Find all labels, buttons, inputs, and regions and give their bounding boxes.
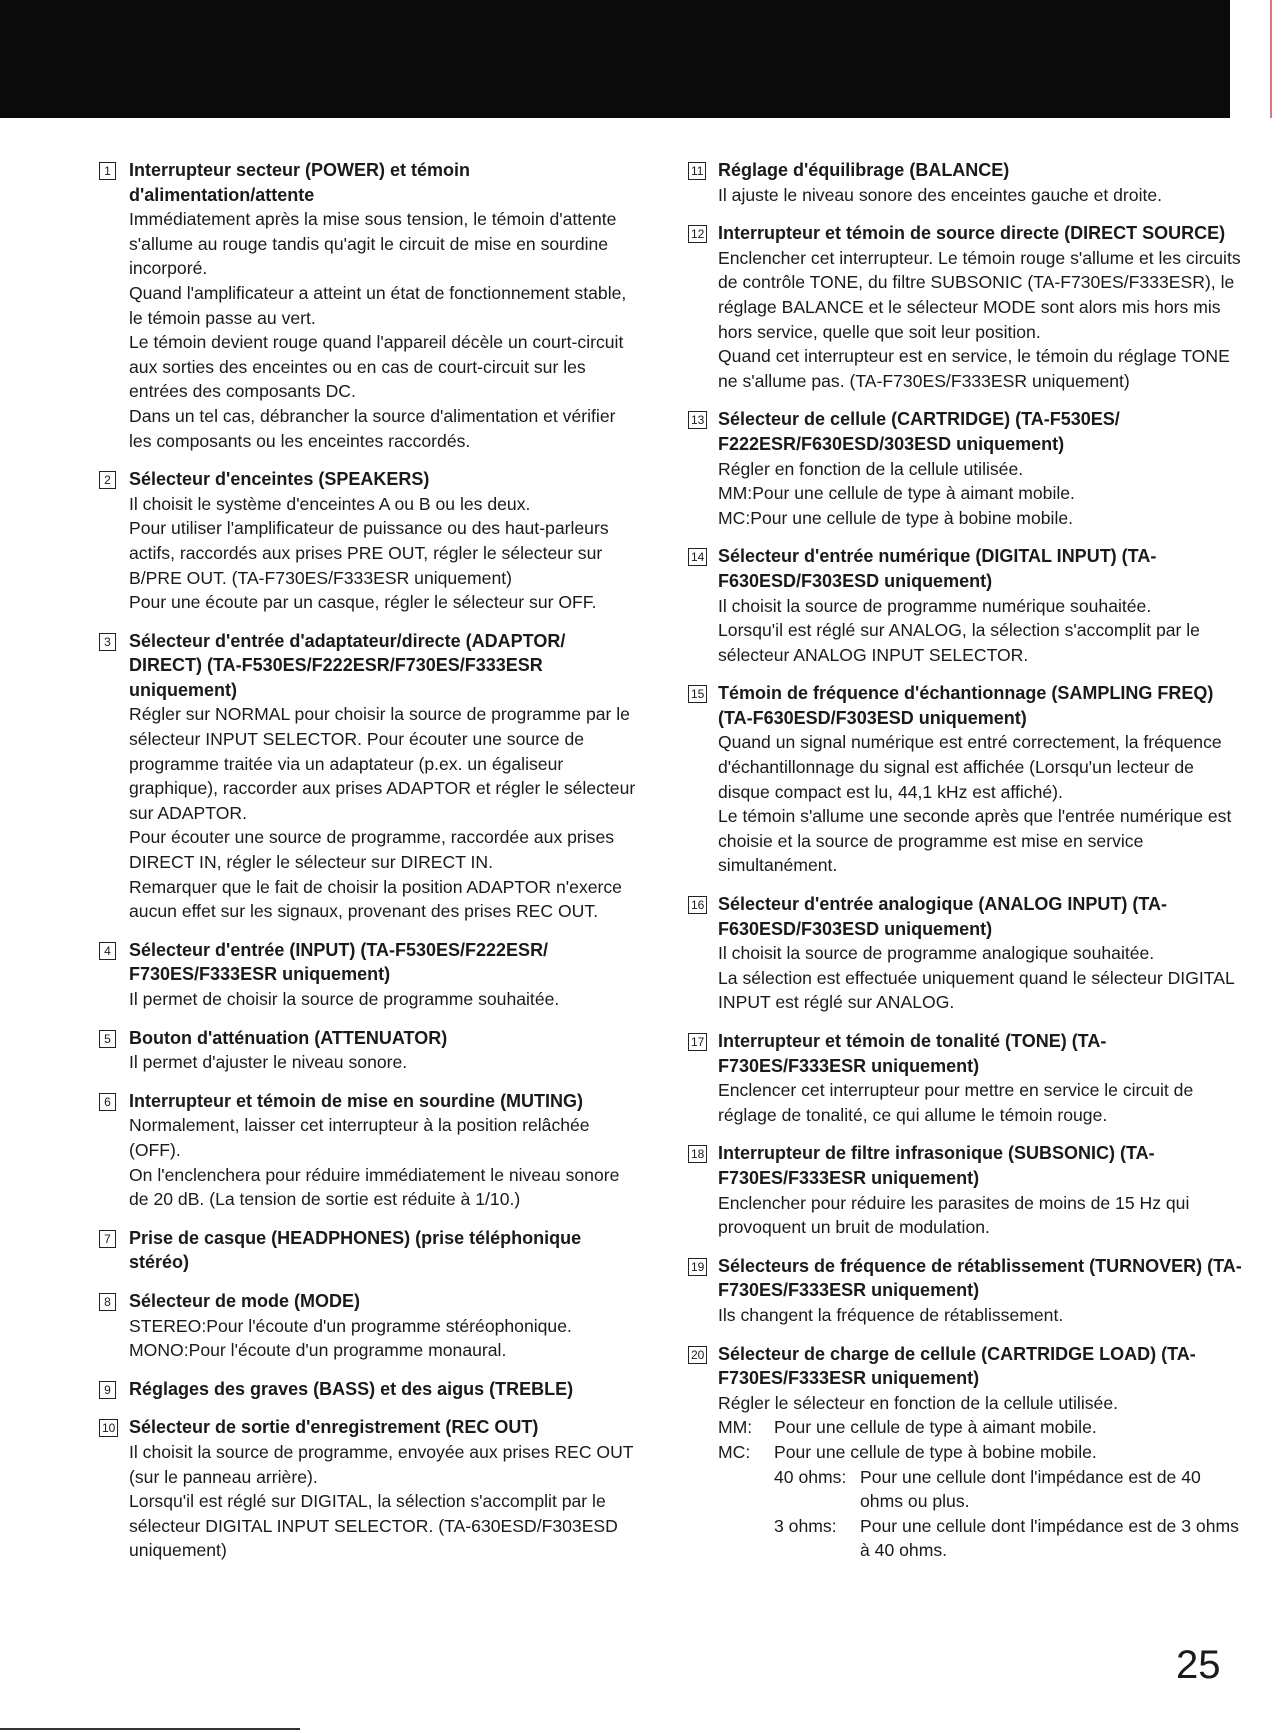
right-column bbox=[688, 158, 1248, 1577]
item-title: Sélecteur d'entrée (INPUT) (TA-F530ES/F222ESR/ F730ES/F333ESR uniquement) bbox=[129, 939, 549, 985]
item-paragraph: Enclencher pour réduire les parasites de moins de 15 Hz qui provoquent un bruit de modulation. bbox=[718, 1192, 1190, 1238]
cartridge-load-list bbox=[718, 1415, 1248, 1563]
item-number-badge: 17 bbox=[688, 1033, 707, 1051]
item-number-badge: 20 bbox=[688, 1346, 707, 1364]
item-title: Sélecteur d'entrée d'adaptateur/directe (ADAPTOR/ DIRECT) (TA-F530ES/F222ESR/F730ES/F333ESR uniquement) bbox=[129, 630, 566, 700]
item-number-badge: 18 bbox=[688, 1145, 707, 1163]
item-title: Sélecteur d'entrée analogique (ANALOG INPUT) (TA-F630ESD/F303ESD uniquement) bbox=[718, 894, 1167, 939]
item-5 bbox=[99, 1026, 639, 1075]
item-number-badge: 4 bbox=[99, 942, 116, 960]
item-8 bbox=[99, 1289, 639, 1363]
bottom-rule bbox=[0, 1728, 300, 1730]
item-title: Témoin de fréquence d'échantionnage (SAMPLING FREQ) (TA-F630ESD/F303ESD uniquement) bbox=[718, 683, 1214, 728]
mc-3ohm-row bbox=[718, 1514, 1248, 1563]
item-number-badge: 3 bbox=[99, 633, 116, 651]
item-paragraph: Quand l'amplificateur a atteint un état de fonctionnement stable, le témoin passe au vert. bbox=[129, 282, 627, 328]
item-paragraph: Il choisit la source de programme, envoyée aux prises REC OUT (sur le panneau arrière). bbox=[129, 1441, 634, 1487]
item-paragraph: Il permet de choisir la source de programme souhaitée. bbox=[129, 989, 560, 1009]
page-number: 25 bbox=[1176, 1643, 1221, 1687]
top-black-band bbox=[0, 0, 1230, 118]
item-paragraph: Lorsqu'il est réglé sur DIGITAL, la sélection s'accomplit par le sélecteur DIGITAL INPUT SELECTOR. (TA-630ESD/F303ESD uniquement) bbox=[129, 1491, 618, 1561]
item-paragraph: On l'enclenchera pour réduire immédiatement le niveau sonore de 20 dB. (La tension de sortie est réduite à 1/10.) bbox=[129, 1164, 620, 1210]
item-title: Sélecteur de sortie d'enregistrement (REC OUT) bbox=[129, 1417, 539, 1438]
item-title: Sélecteur de cellule (CARTRIDGE) (TA-F530ES/ F222ESR/F630ESD/303ESD uniquement) bbox=[718, 409, 1120, 454]
item-paragraph: Immédiatement après la mise sous tension, le témoin d'attente s'allume au rouge tandis qu'agit le circuit de mise en sourdine incorporé. bbox=[129, 209, 617, 279]
item-15 bbox=[688, 681, 1248, 878]
item-paragraph: Il permet d'ajuster le niveau sonore. bbox=[129, 1052, 408, 1073]
item-number-badge: 15 bbox=[688, 685, 707, 703]
item-paragraph: Pour écouter une source de programme, raccordée aux prises DIRECT IN, régler le sélecteur sur DIRECT IN. bbox=[129, 827, 615, 873]
item-paragraph: MONO:Pour l'écoute d'un programme monaural. bbox=[129, 1340, 507, 1361]
item-12 bbox=[688, 221, 1248, 393]
item-13 bbox=[688, 407, 1248, 530]
item-paragraph: MC:Pour une cellule de type à bobine mobile. bbox=[718, 507, 1074, 528]
item-number-badge: 12 bbox=[688, 225, 707, 243]
item-number-badge: 10 bbox=[99, 1419, 118, 1437]
ohm-term: 3 ohms: bbox=[774, 1515, 837, 1536]
item-paragraph: Enclencher cet interrupteur. Le témoin rouge s'allume et les circuits de contrôle TONE, du filtre SUBSONIC (TA-F730ES/F333ESR), le réglage BALANCE et le sélecteur MODE sont alors mis hors mis hors service, quelle que soit leur position. bbox=[718, 247, 1241, 342]
item-paragraph: Il ajuste le niveau sonore des enceintes gauche et droite. bbox=[718, 184, 1163, 205]
item-number-badge: 14 bbox=[688, 548, 707, 566]
item-number-badge: 19 bbox=[688, 1258, 707, 1276]
item-number-badge: 9 bbox=[99, 1381, 116, 1399]
left-column bbox=[99, 158, 639, 1577]
item-title: Interrupteur secteur (POWER) et témoin d'alimentation/attente bbox=[129, 160, 471, 205]
item-2 bbox=[99, 467, 639, 615]
item-paragraph: Il choisit la source de programme numérique souhaitée. bbox=[718, 595, 1152, 616]
right-edge-mark bbox=[1270, 0, 1272, 118]
item-paragraph: Normalement, laisser cet interrupteur à la position relâchée (OFF). bbox=[129, 1115, 590, 1160]
ohm-desc: Pour une cellule dont l'impédance est de 40 ohms ou plus. bbox=[860, 1466, 1201, 1512]
item-title: Interrupteur et témoin de tonalité (TONE) (TA-F730ES/F333ESR uniquement) bbox=[718, 1031, 1107, 1076]
item-paragraph: Ils changent la fréquence de rétablissement. bbox=[718, 1304, 1064, 1325]
item-title: Interrupteur et témoin de source directe (DIRECT SOURCE) bbox=[718, 223, 1226, 244]
item-title: Bouton d'atténuation (ATTENUATOR) bbox=[129, 1027, 448, 1048]
item-paragraph: Remarquer que le fait de choisir la position ADAPTOR n'exerce aucun effet sur les signaux, provenant des prises REC OUT. bbox=[129, 876, 622, 922]
item-number-badge: 16 bbox=[688, 896, 707, 914]
ohm-desc: Pour une cellule dont l'impédance est de 3 ohms à 40 ohms. bbox=[860, 1515, 1239, 1561]
item-9 bbox=[99, 1377, 639, 1402]
item-title: Sélecteurs de fréquence de rétablissement (TURNOVER) (TA-F730ES/F333ESR uniquement) bbox=[718, 1255, 1242, 1301]
item-title: Sélecteur de charge de cellule (CARTRIDGE LOAD) (TA-F730ES/F333ESR uniquement) bbox=[718, 1343, 1196, 1389]
item-18 bbox=[688, 1141, 1248, 1239]
item-16 bbox=[688, 892, 1248, 1015]
item-number-badge: 6 bbox=[99, 1093, 116, 1111]
ohm-term: 40 ohms: bbox=[774, 1466, 847, 1487]
item-paragraph: Pour utiliser l'amplificateur de puissance ou des haut-parleurs actifs, raccordés aux prises PRE OUT, régler le sélecteur sur B/PRE OUT. (TA-F730ES/F333ESR uniquement) bbox=[129, 518, 609, 588]
item-paragraph: Régler en fonction de la cellule utilisée. bbox=[718, 458, 1024, 479]
item-paragraph: Enclencer cet interrupteur pour mettre en service le circuit de réglage de tonalité, ce qui allume le témoin rouge. bbox=[718, 1080, 1194, 1125]
item-paragraph: Il choisit la source de programme analogique souhaitée. bbox=[718, 943, 1155, 964]
item-title: Sélecteur d'enceintes (SPEAKERS) bbox=[129, 469, 430, 490]
mc-row bbox=[718, 1440, 1248, 1465]
right-items bbox=[688, 158, 1248, 1328]
item-title: Prise de casque (HEADPHONES) (prise téléphonique stéréo) bbox=[129, 1227, 582, 1273]
item-3 bbox=[99, 629, 639, 924]
item-number-badge: 11 bbox=[688, 162, 706, 180]
item-paragraph: Le témoin devient rouge quand l'appareil décèle un court-circuit aux sorties des enceintes ou en cas de court-circuit sur les entrées des composants DC. bbox=[129, 332, 624, 402]
item-paragraph: MM:Pour une cellule de type à aimant mobile. bbox=[718, 483, 1075, 504]
item-number-badge: 13 bbox=[688, 411, 707, 429]
item-title: Réglage d'équilibrage (BALANCE) bbox=[718, 160, 1010, 180]
item-title: Sélecteur de mode (MODE) bbox=[129, 1290, 361, 1311]
item-11 bbox=[688, 158, 1248, 207]
item-10 bbox=[99, 1415, 639, 1563]
mm-term: MM: bbox=[718, 1417, 753, 1438]
item-6 bbox=[99, 1089, 639, 1212]
item-paragraph: Quand un signal numérique est entré correctement, la fréquence d'échantillonnage du signal est affichée (Lorsqu'un lecteur de disque compact est lu, 44,1 kHz est affiché). bbox=[718, 732, 1222, 802]
item-paragraph: STEREO:Pour l'écoute d'un programme stéréophonique. bbox=[129, 1315, 572, 1336]
item-number-badge: 5 bbox=[99, 1030, 116, 1048]
item-paragraph: Le témoin s'allume une seconde après que l'entrée numérique est choisie et la source de programme est mise en service simultanément. bbox=[718, 806, 1232, 876]
mc-desc: Pour une cellule de type à bobine mobile. bbox=[774, 1441, 1097, 1462]
item-paragraph: Régler sur NORMAL pour choisir la source de programme par le sélecteur INPUT SELECTOR. Pour écouter une source de programme traitée via un adaptateur (p.ex. un égaliseur graphique), raccorder aux prises ADAPTOR et régler le sélecteur sur ADAPTOR. bbox=[129, 704, 636, 823]
item-number-badge: 1 bbox=[99, 162, 116, 180]
item-title: Interrupteur et témoin de mise en sourdine (MUTING) bbox=[129, 1090, 584, 1111]
item-14 bbox=[688, 544, 1248, 667]
mc-40ohm-row bbox=[718, 1465, 1248, 1514]
item-paragraph: Quand cet interrupteur est en service, le témoin du réglage TONE ne s'allume pas. (TA-F730ES/F333ESR uniquement) bbox=[718, 346, 1230, 391]
item-19 bbox=[688, 1254, 1248, 1328]
item-number-badge: 7 bbox=[99, 1230, 116, 1248]
item-17 bbox=[688, 1029, 1248, 1127]
item-1 bbox=[99, 158, 639, 453]
mm-row bbox=[718, 1415, 1248, 1440]
item-paragraph: Lorsqu'il est réglé sur ANALOG, la sélection s'accomplit par le sélecteur ANALOG INPUT SELECTOR. bbox=[718, 620, 1200, 665]
item-title: Réglages des graves (BASS) et des aigus (TREBLE) bbox=[129, 1378, 574, 1399]
item-title: Interrupteur de filtre infrasonique (SUBSONIC) (TA-F730ES/F333ESR uniquement) bbox=[718, 1143, 1155, 1188]
item-number-badge: 8 bbox=[99, 1293, 116, 1311]
item-title: Sélecteur d'entrée numérique (DIGITAL INPUT) (TA-F630ESD/F303ESD uniquement) bbox=[718, 546, 1157, 591]
item-number-badge: 2 bbox=[99, 471, 116, 489]
item-20 bbox=[688, 1342, 1248, 1563]
item-paragraph: Dans un tel cas, débrancher la source d'alimentation et vérifier les composants ou les enceintes raccordés. bbox=[129, 405, 616, 451]
item-paragraph: Il choisit le système d'enceintes A ou B ou les deux. bbox=[129, 493, 531, 514]
mm-desc: Pour une cellule de type à aimant mobile. bbox=[774, 1417, 1097, 1438]
item-7 bbox=[99, 1226, 639, 1275]
item-paragraph: La sélection est effectuée uniquement quand le sélecteur DIGITAL INPUT est réglé sur ANALOG. bbox=[718, 967, 1235, 1013]
item-paragraph: Pour une écoute par un casque, régler le sélecteur sur OFF. bbox=[129, 592, 597, 613]
mc-term: MC: bbox=[718, 1441, 751, 1462]
item-4 bbox=[99, 938, 639, 1012]
item-paragraph: Régler le sélecteur en fonction de la cellule utilisée. bbox=[718, 1392, 1119, 1413]
